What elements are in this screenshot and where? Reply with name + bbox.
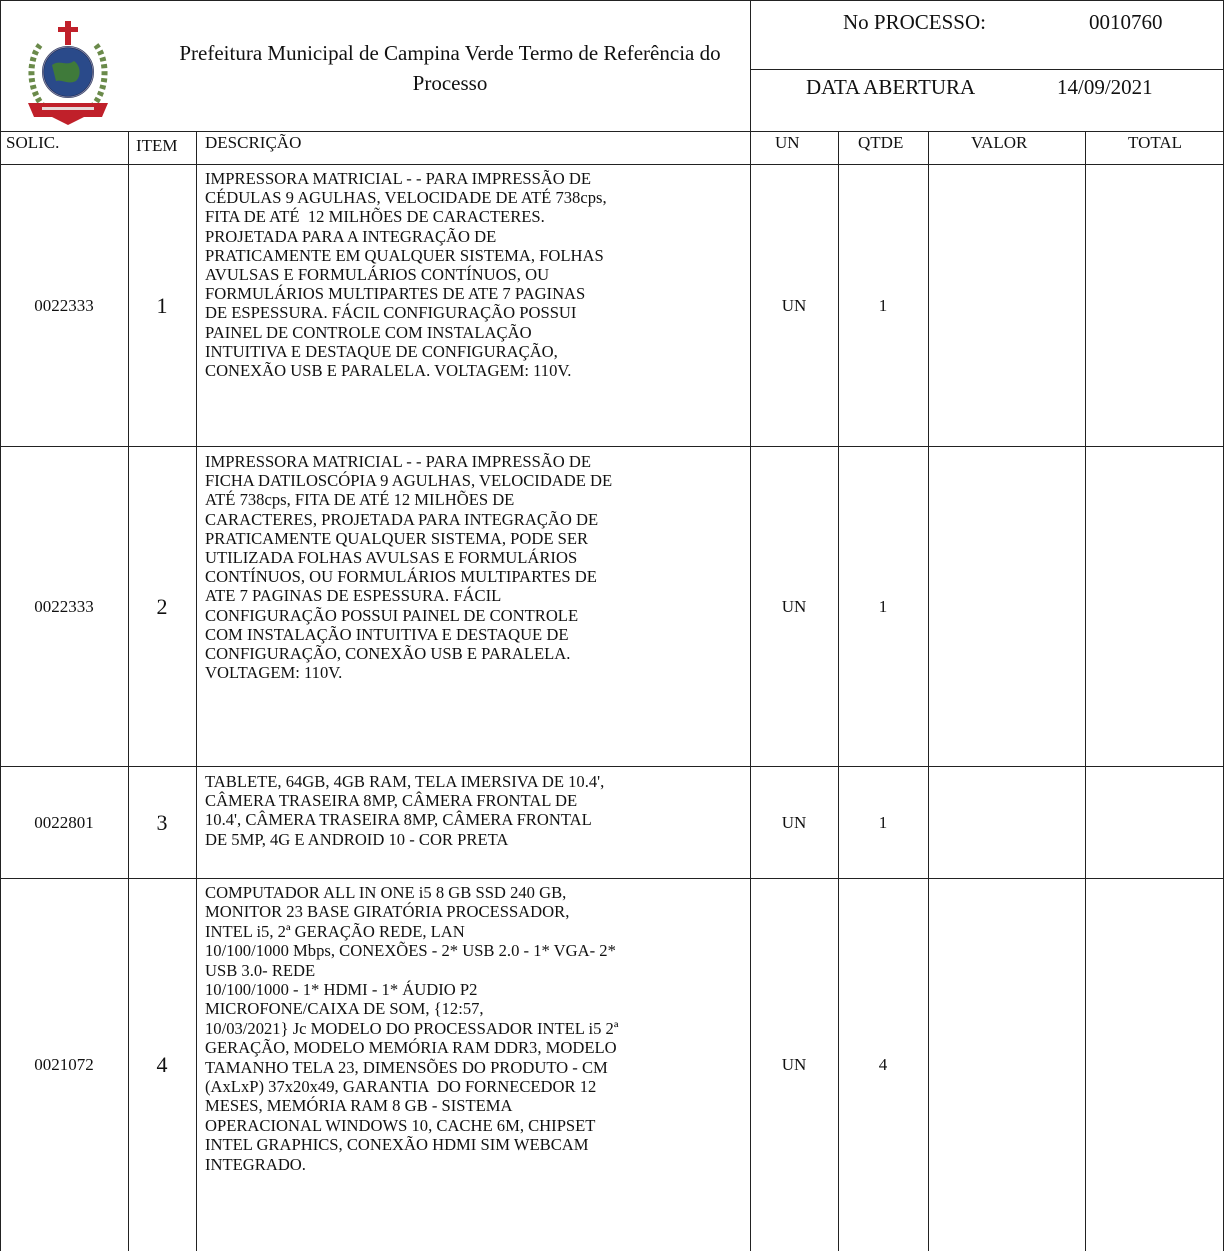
opening-date: 14/09/2021 [1057, 75, 1153, 99]
col-header-un: UN [775, 133, 800, 152]
table-row-1-description: IMPRESSORA MATRICIAL - - PARA IMPRESSÃO DE CÉDULAS 9 AGULHAS, VELOCIDADE DE ATÉ 738cps, FITA DE ATÉ 12 MILHÕES DE CARACTERES. PROJETADA PARA A INTEGRAÇÃO DE PRATICAMENTE EM QUALQUER SISTEMA, FOLHAS AVULSAS E FORMULÁRIOS CONTÍNUOS, OU FORMULÁRIOS MULTIPARTES DE ATE 7 PAGINAS DE ESPESSURA. FÁCIL CONFIGURAÇÃO POSSUI PAINEL DE CONTROLE COM INSTALAÇÃO INTUITIVA E DESTAQUE DE CONFIGURAÇÃO, CONEXÃO USB E PARALELA. VOLTAGEM: 110V. [205, 169, 607, 381]
table-row-4-un: UN [781, 1055, 807, 1074]
table-row-2-qtde: 1 [878, 597, 888, 616]
table-border [0, 766, 1224, 767]
col-header-qtde: QTDE [858, 133, 904, 152]
table-row-4-solic: 0021072 [34, 1055, 94, 1074]
table-row-2-total [1085, 447, 1224, 767]
table-border [196, 131, 197, 1251]
table-border [750, 69, 1224, 70]
table-row-4-qtde: 4 [878, 1055, 888, 1074]
table-border [0, 164, 1224, 165]
table-row-4-valor [928, 879, 1085, 1251]
table-row-2-item: 2 [156, 594, 168, 619]
table-row-3-qtde: 1 [878, 813, 888, 832]
table-border [838, 131, 839, 1251]
table-row-1-qtde: 1 [878, 296, 888, 315]
table-row-1-total [1085, 165, 1224, 447]
table-row-2-valor [928, 447, 1085, 767]
table-row-2-solic: 0022333 [34, 597, 94, 616]
table-row-3-total [1085, 767, 1224, 879]
process-number: 0010760 [1089, 10, 1163, 34]
table-row-3-solic: 0022801 [34, 813, 94, 832]
municipal-crest-logo-icon [22, 15, 114, 127]
table-border [0, 0, 1224, 1]
table-row-1-solic: 0022333 [34, 296, 94, 315]
col-header-solic: SOLIC. [6, 133, 60, 152]
table-row-1-item: 1 [156, 293, 168, 318]
table-border [0, 446, 1224, 447]
table-border [0, 878, 1224, 879]
table-row-1-valor [928, 165, 1085, 447]
table-border [750, 0, 751, 1251]
table-border [0, 131, 1224, 132]
col-header-valor: VALOR [971, 133, 1028, 152]
document-title [150, 38, 750, 98]
col-header-item: ITEM [136, 136, 178, 155]
table-row-2-un: UN [781, 597, 807, 616]
table-row-3-un: UN [781, 813, 807, 832]
table-row-4-description: COMPUTADOR ALL IN ONE i5 8 GB SSD 240 GB, MONITOR 23 BASE GIRATÓRIA PROCESSADOR, INTEL i5, 2ª GERAÇÃO REDE, LAN 10/100/1000 Mbps, CONEXÕES - 2* USB 2.0 - 1* VGA- 2* USB 3.0- REDE 10/100/1000 - 1* HDMI - 1* ÁUDIO P2 MICROFONE/CAIXA DE SOM, {12:57, 10/03/2021} Jc MODELO DO PROCESSADOR INTEL i5 2ª GERAÇÃO, MODELO MEMÓRIA RAM DDR3, MODELO TAMANHO TELA 23, DIMENSÕES DO PRODUTO - CM (AxLxP) 37x20x49, GARANTIA DO FORNECEDOR 12 MESES, MEMÓRIA RAM 8 GB - SISTEMA OPERACIONAL WINDOWS 10, CACHE 6M, CHIPSET INTEL GRAPHICS, CONEXÃO HDMI SIM WEBCAM INTEGRADO. [205, 883, 619, 1174]
table-row-3-valor [928, 767, 1085, 879]
table-border [928, 131, 929, 1251]
opening-label: DATA ABERTURA [806, 75, 976, 99]
table-row-3-description: TABLETE, 64GB, 4GB RAM, TELA IMERSIVA DE 10.4', CÂMERA TRASEIRA 8MP, CÂMERA FRONTAL DE 10.4', CÂMERA TRASEIRA 8MP, CÂMERA FRONTAL DE 5MP, 4G E ANDROID 10 - COR PRETA [205, 772, 605, 849]
table-row-4-item: 4 [156, 1052, 168, 1077]
col-header-total: TOTAL [1128, 133, 1183, 152]
table-border [1085, 131, 1086, 1251]
table-row-1-un: UN [781, 296, 807, 315]
table-row-2-description: IMPRESSORA MATRICIAL - - PARA IMPRESSÃO DE FICHA DATILOSCÓPIA 9 AGULHAS, VELOCIDADE DE ATÉ 738cps, FITA DE ATÉ 12 MILHÕES DE CARACTERES, PROJETADA PARA INTEGRAÇÃO DE PRATICAMENTE QUALQUER SISTEMA, PODE SER UTILIZADA FOLHAS AVULSAS E FORMULÁRIOS CONTÍNUOS, OU FORMULÁRIOS MULTIPARTES DE ATE 7 PAGINAS DE ESPESSURA. FÁCIL CONFIGURAÇÃO POSSUI PAINEL DE CONTROLE COM INSTALAÇÃO INTUITIVA E DESTAQUE DE CONFIGURAÇÃO, CONEXÃO USB E PARALELA. VOLTAGEM: 110V. [205, 452, 613, 683]
table-row-4-total [1085, 879, 1224, 1251]
table-border [128, 131, 129, 1251]
table-border [0, 0, 1, 1251]
document-title-text: Prefeitura Municipal de Campina Verde Termo de Referência do Processo [179, 41, 721, 95]
col-header-descricao: DESCRIÇÃO [205, 133, 302, 152]
table-row-3-item: 3 [156, 810, 168, 835]
process-label: No PROCESSO: [843, 10, 986, 34]
